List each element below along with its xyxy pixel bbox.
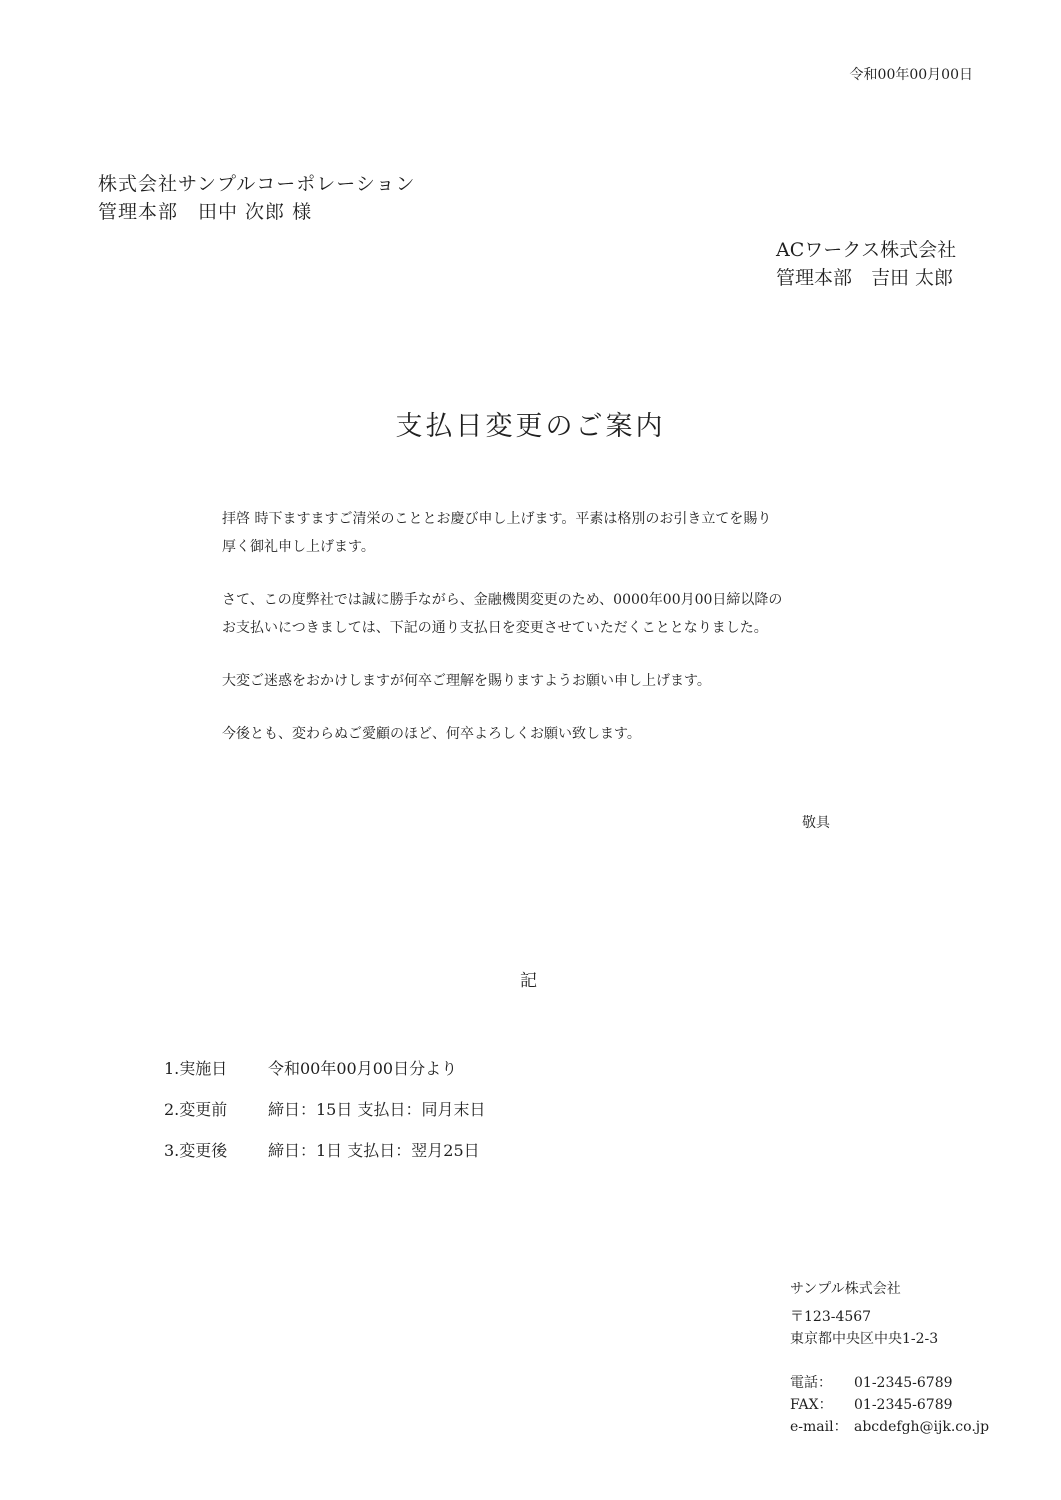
recipient-block [98, 170, 416, 226]
sender-block [776, 236, 956, 292]
email-value: abcdefgh@ijk.co.jp [854, 1419, 990, 1435]
greeting-line-1: 拝啓 時下ますますご清栄のこととお慶び申し上げます。平素は格別のお引き立てを賜り [222, 511, 772, 527]
detail-label: 2.変更前 [164, 1100, 228, 1119]
ki-heading: 記 [520, 971, 537, 991]
recipient-person: 管理本部 田中 次郎 様 [98, 201, 313, 223]
paragraph-greeting [222, 505, 782, 561]
notice-line-1: さて、この度弊社では誠に勝手ながら、金融機関変更のため、0000年00月00日締以降の [222, 592, 783, 608]
document-date: 令和00年00月00日 [849, 67, 973, 83]
fax-row [790, 1394, 989, 1416]
sender-company: ACワークス株式会社 [776, 239, 957, 261]
company-postal: 〒123-4567 [790, 1309, 872, 1325]
company-address: 東京都中央区中央1-2-3 [790, 1331, 939, 1347]
detail-value: 締日：15日 支払日：同月末日 [268, 1100, 486, 1119]
detail-value: 締日：1日 支払日：翌月25日 [268, 1141, 480, 1160]
paragraph-notice [222, 586, 782, 642]
phone-value: 01-2345-6789 [854, 1375, 953, 1391]
detail-value: 令和00年00月00日分より [268, 1059, 458, 1078]
fax-label: FAX： [790, 1397, 833, 1413]
letter-body [222, 505, 782, 773]
paragraph-regards: 今後とも、変わらぬご愛顧のほど、何卒よろしくお願い致します。 [222, 726, 641, 742]
paragraph-apology: 大変ご迷惑をおかけしますが何卒ご理解を賜りますようお願い申し上げます。 [222, 673, 711, 689]
email-row [790, 1416, 989, 1438]
company-name: サンプル株式会社 [790, 1281, 901, 1297]
recipient-company: 株式会社サンプルコーポレーション [98, 173, 416, 195]
sender-person: 管理本部 吉田 太郎 [776, 267, 954, 289]
document-title: 支払日変更のご案内 [395, 411, 666, 442]
greeting-line-2: 厚く御礼申し上げます。 [222, 539, 375, 555]
detail-label: 1.実施日 [164, 1059, 228, 1078]
fax-value: 01-2345-6789 [854, 1397, 953, 1413]
detail-row [164, 1129, 485, 1170]
notice-line-2: お支払いにつきましては、下記の通り支払日を変更させていただくこととなりました。 [222, 620, 768, 636]
phone-row [790, 1372, 989, 1394]
detail-label: 3.変更後 [164, 1141, 228, 1160]
details-list [164, 1047, 485, 1170]
company-info [790, 1278, 989, 1438]
detail-row [164, 1088, 485, 1129]
detail-row [164, 1047, 485, 1088]
closing-word: 敬具 [802, 815, 830, 831]
email-label: e-mail： [790, 1419, 848, 1435]
phone-label: 電話： [790, 1375, 832, 1391]
